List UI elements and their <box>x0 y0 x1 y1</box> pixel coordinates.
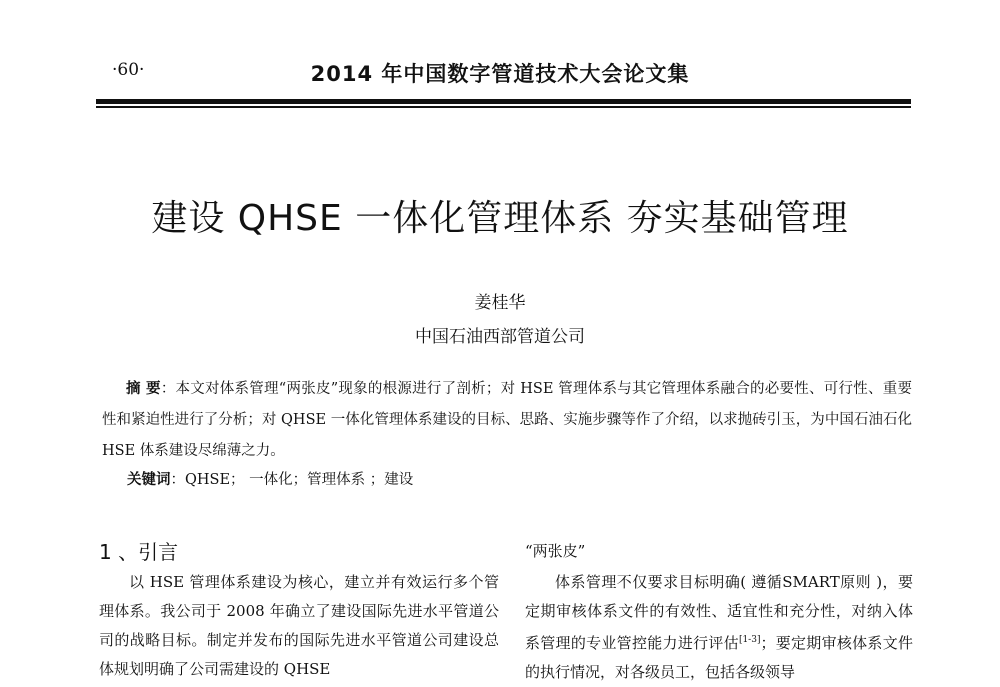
citation: [1-3] <box>738 635 761 645</box>
keywords <box>127 468 413 489</box>
right-paragraph-text-1: 体系管理不仅要求目标明确( 遵循SMART原则 )，要定期审核体系文件的有效性、适宜性和充分性，对纳入体系管理的专业管控能力进行评估 <box>525 573 913 652</box>
right-paragraph <box>525 568 913 687</box>
author-affiliation: 中国石油西部管道公司 <box>415 327 585 347</box>
right-paragraph-text-2: ；要定期审核体系文件的执行情况，对各级员工，包括各级领导 <box>525 634 913 681</box>
left-paragraph: 以 HSE 管理体系建设为核心，建立并有效运行多个管理体系。我公司于 2008 年确立了建设国际先进水平管道公司的战略目标。制定并发布的国际先进水平管道公司建设总体规划明确了公司需建设的 QHSE <box>99 573 499 678</box>
right-column-top-line: “两张皮” <box>525 542 586 560</box>
section-heading: 1 、引言 <box>99 540 179 564</box>
author-name: 姜桂华 <box>474 293 526 313</box>
paper-title: 建设 QHSE 一体化管理体系 夯实基础管理 <box>151 198 849 239</box>
abstract-text: ：本文对体系管理“两张皮”现象的根源进行了剖析；对 HSE 管理体系与其它管理体系融合的必要性、可行性、重要性和紧迫性进行了分析；对 QHSE 一体化管理体系建设的目标、思路、实施步骤等作了介绍，以求抛砖引玉，为中国石油石化 HSE 体系建设尽绵薄之力。 <box>102 381 913 459</box>
journal-header: 2014 年中国数字管道技术大会论文集 <box>310 62 690 86</box>
left-column <box>99 568 499 684</box>
right-column <box>525 568 913 687</box>
abstract-label: 摘 要 <box>126 381 161 397</box>
header-rule-thin <box>96 106 911 108</box>
page-number: ·60· <box>112 60 145 80</box>
header-rule-thick <box>96 99 911 104</box>
keywords-label: 关键词 <box>127 472 171 488</box>
keywords-text: ：QHSE； 一体化；管理体系 ；建设 <box>170 472 414 488</box>
abstract <box>102 374 912 467</box>
